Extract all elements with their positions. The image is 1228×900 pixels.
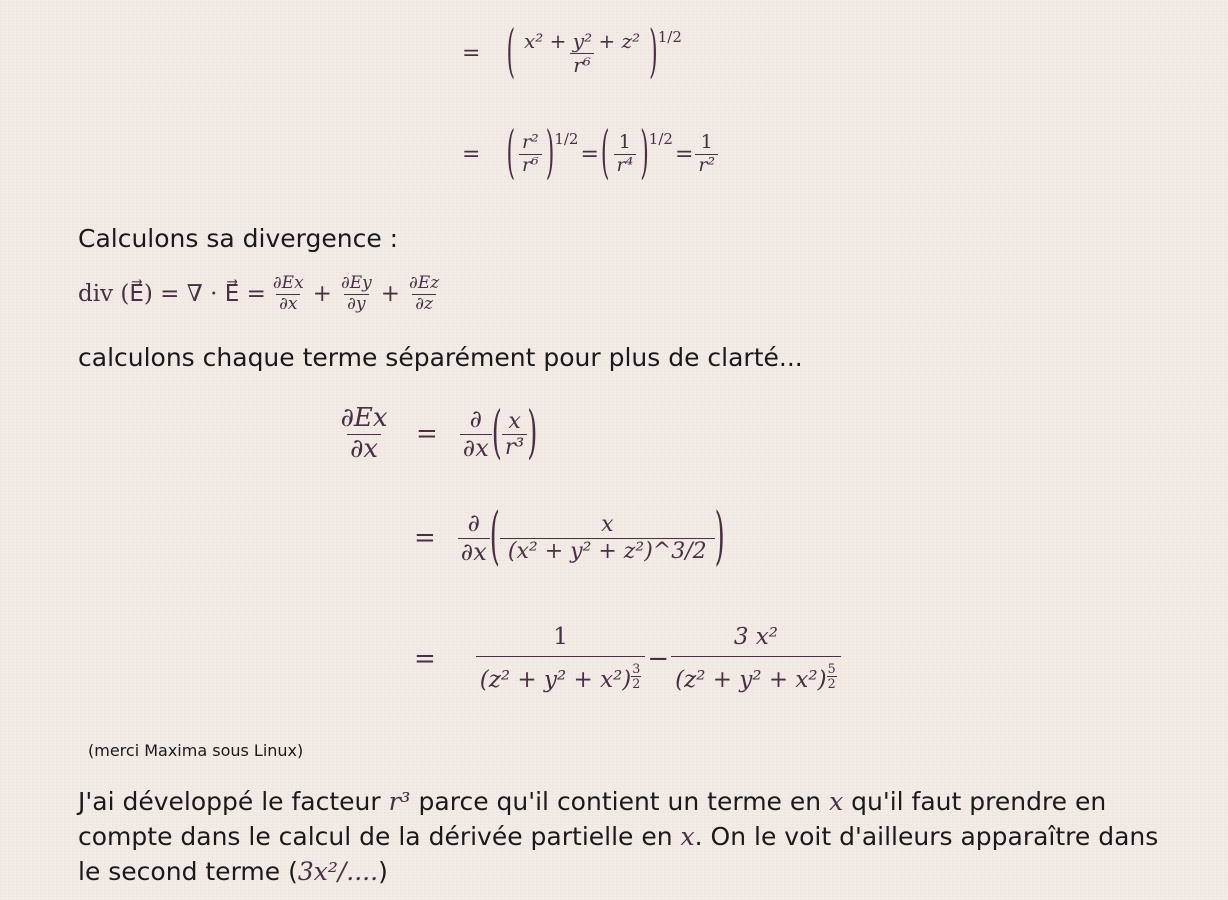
fraction-denominator: [671, 656, 841, 693]
equals-sign: =: [414, 643, 436, 674]
text-segment: . On le voit d'ailleurs apparaître dans: [694, 822, 1159, 851]
text-calculons: Calculons sa divergence :: [78, 224, 399, 253]
exponent: 1/2: [657, 28, 682, 46]
equation-line-1: [462, 21, 682, 86]
left-paren: (: [506, 121, 516, 187]
equals-sign: =: [462, 141, 481, 167]
text-segment: ): [378, 857, 388, 886]
fraction-1-over-r2: [695, 132, 718, 177]
partial-ex-fraction: [270, 274, 307, 314]
fraction-denominator: ∂x: [347, 434, 381, 465]
x-over-r3-fraction: [502, 409, 527, 461]
exponent: 1/2: [648, 130, 673, 148]
fraction-numerator: ∂Ey: [340, 273, 372, 293]
exponent-fraction: [631, 663, 641, 691]
text-segment: le second terme (: [78, 857, 298, 886]
equals-sign: =: [674, 141, 694, 167]
fraction-denominator: ∂x: [276, 294, 300, 315]
fraction-numerator: 1: [618, 131, 631, 153]
fraction-numerator: 3 x²: [733, 624, 778, 650]
math-x: x: [829, 787, 844, 816]
right-paren: ): [714, 502, 725, 575]
divergence-equation: [78, 274, 442, 314]
left-paren: (: [600, 121, 610, 187]
equals-sign: =: [416, 419, 438, 450]
plus-sign: +: [380, 281, 401, 308]
fraction-numerator: ∂Ex: [340, 403, 388, 433]
denominator-base: (z² + y² + x²): [675, 667, 827, 694]
exponent-numerator: 5: [827, 661, 836, 677]
text-segment: J'ai développé le facteur: [78, 787, 389, 816]
second-term-fraction: [671, 624, 841, 694]
text-calculons-chaque: calculons chaque terme séparément pour plus de clarté...: [78, 343, 803, 372]
fraction-denominator: r⁴: [614, 154, 637, 177]
fraction-denominator: ∂z: [412, 294, 436, 315]
equals-sign: =: [580, 141, 599, 167]
exponent-denominator: 2: [632, 676, 641, 692]
text-merci-maxima: (merci Maxima sous Linux): [88, 741, 304, 760]
lhs-partial-fraction: [334, 404, 394, 465]
equation-line-2: [462, 121, 718, 187]
fraction-numerator: 1: [700, 131, 713, 153]
exponent-fraction: [827, 663, 837, 691]
fraction-denominator: r⁶: [570, 53, 594, 77]
paragraph-explanation: [78, 784, 1188, 889]
fraction-numerator: 1: [553, 624, 568, 650]
paragraph-line-3: [78, 854, 1188, 889]
fraction-xyz-over-r6: [521, 30, 643, 77]
partial-ey-fraction: [338, 274, 375, 314]
paragraph-line-2: [78, 819, 1188, 854]
x-over-xyz-fraction: [500, 512, 715, 564]
derivative-line-2: [414, 502, 725, 575]
equals-sign: =: [462, 41, 481, 66]
left-paren: (: [506, 21, 516, 86]
fraction-r2-over-r6: [519, 132, 542, 177]
partial-operator: [458, 510, 490, 566]
fraction-denominator: [476, 656, 646, 693]
divergence-lhs: div (E⃗) = ∇ · E⃗ =: [78, 281, 266, 308]
denominator-base: (z² + y² + x²): [479, 667, 632, 694]
exponent-numerator: 3: [632, 661, 641, 677]
right-paren: ): [649, 21, 658, 86]
equals-sign: =: [414, 523, 436, 554]
right-paren: ): [527, 401, 538, 468]
text-segment: parce qu'il contient un terme en: [410, 787, 830, 816]
fraction-numerator: ∂Ex: [272, 273, 304, 293]
fraction-denominator: ∂x: [460, 434, 492, 463]
fraction-denominator: r²: [695, 154, 718, 177]
partial-ez-fraction: [406, 274, 442, 314]
fraction-denominator: r³: [502, 434, 527, 460]
exponent-denominator: 2: [827, 676, 836, 692]
fraction-numerator: x² + y² + z²: [524, 29, 641, 53]
plus-sign: +: [312, 281, 332, 308]
math-x: x: [680, 822, 695, 851]
left-paren: (: [489, 502, 500, 575]
fraction-denominator: (x² + y² + z²)^3/2: [500, 538, 715, 564]
fraction-denominator: ∂y: [344, 294, 368, 315]
fraction-denominator: r⁶: [519, 154, 542, 177]
minus-sign: −: [647, 643, 670, 674]
derivative-line-1: [334, 401, 538, 468]
text-segment: qu'il faut prendre en: [843, 787, 1107, 816]
paragraph-line-1: [78, 784, 1188, 819]
fraction-numerator: x: [508, 408, 521, 434]
derivative-line-3: [414, 624, 841, 694]
exponent: 1/2: [554, 130, 579, 148]
fraction-1-over-r4: [614, 132, 637, 177]
fraction-numerator: ∂: [467, 509, 480, 537]
fraction-denominator: ∂x: [458, 538, 490, 567]
fraction-numerator: r²: [522, 131, 539, 153]
right-paren: ): [545, 121, 555, 187]
fraction-numerator: ∂Ez: [409, 273, 440, 293]
math-r-cubed: r³: [388, 787, 411, 816]
fraction-numerator: x: [601, 512, 614, 538]
fraction-numerator: ∂: [469, 405, 482, 434]
text-segment: compte dans le calcul de la dérivée partielle en: [78, 822, 681, 851]
partial-operator: [460, 406, 492, 462]
right-paren: ): [640, 121, 649, 187]
math-3x2-ellipsis: 3x²/....: [297, 857, 379, 886]
first-term-fraction: [476, 624, 646, 694]
left-paren: (: [491, 401, 502, 468]
